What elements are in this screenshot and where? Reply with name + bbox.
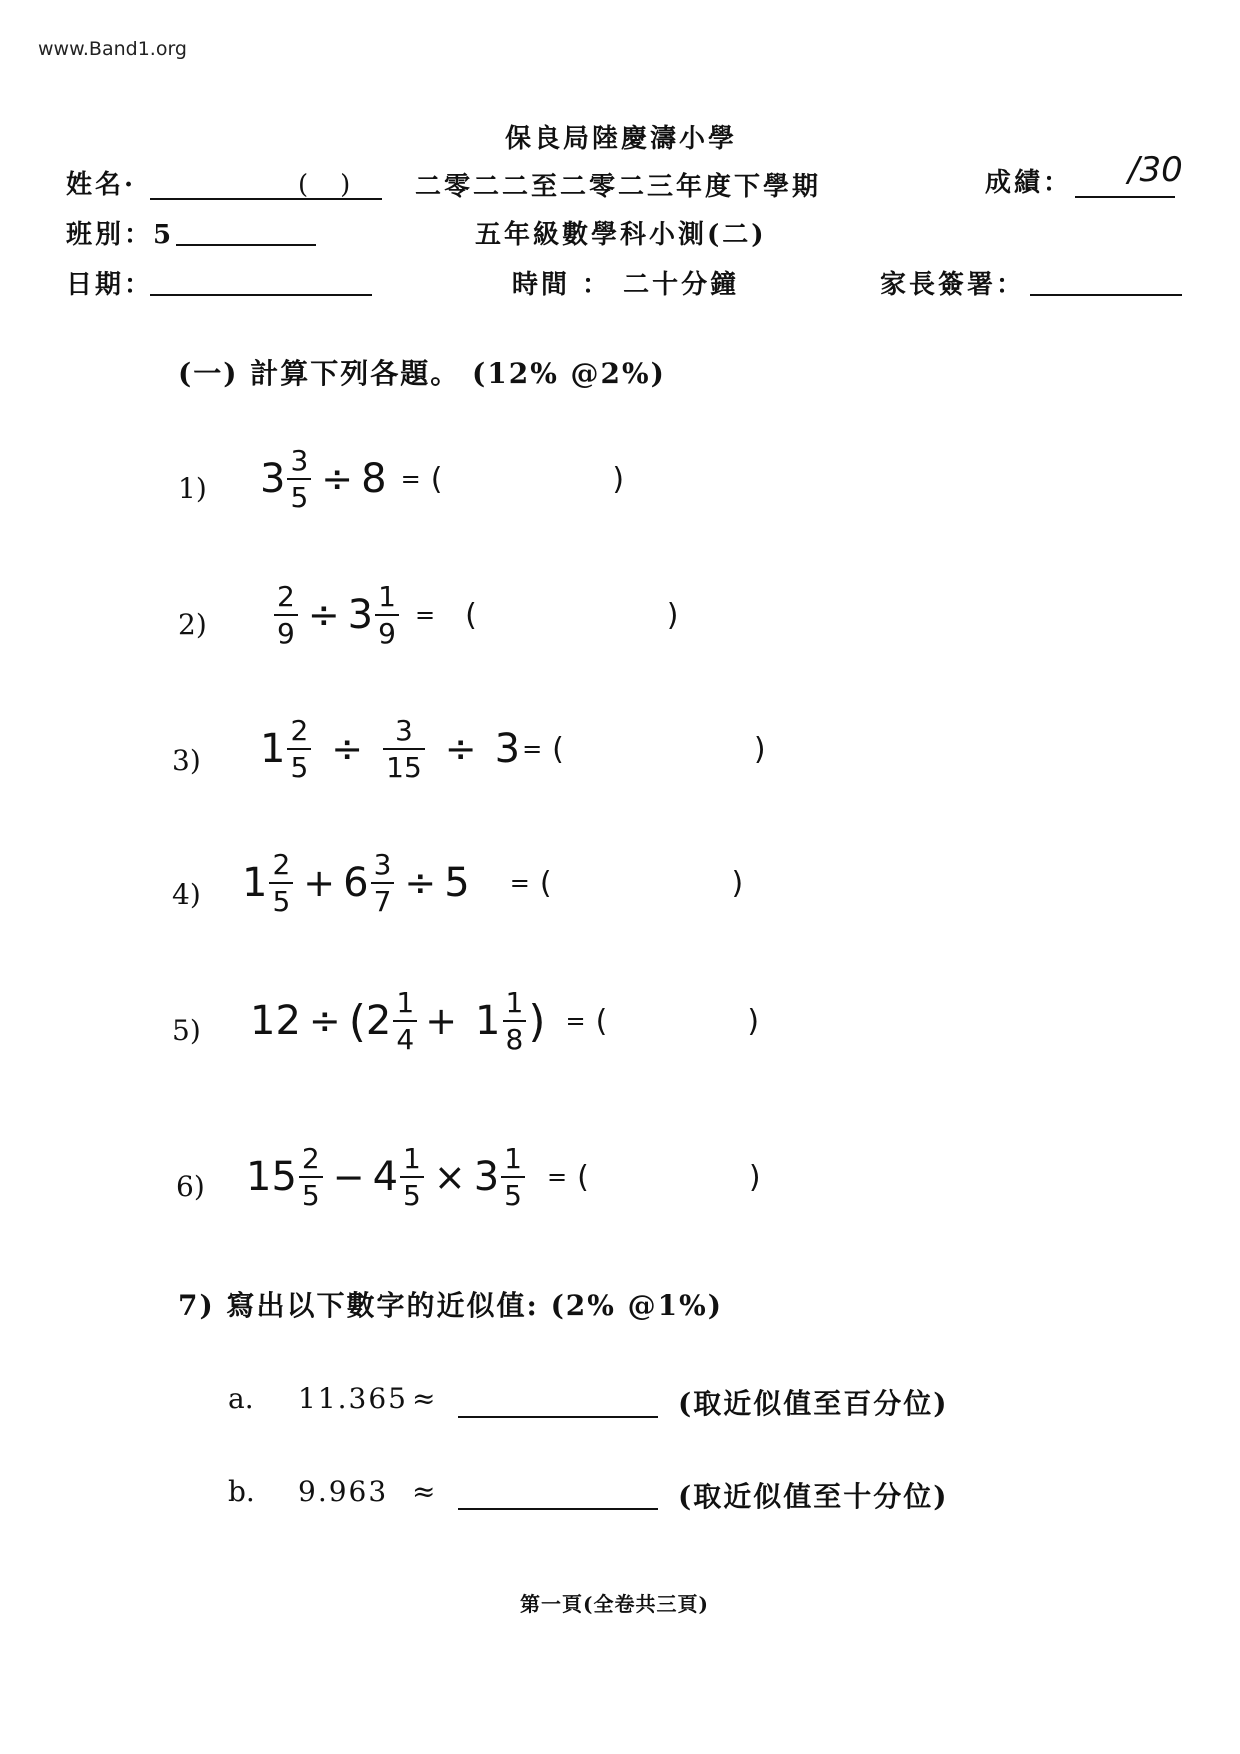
open-parenthesis: ( — [348, 995, 366, 1047]
question-3-number: 3) — [172, 744, 201, 777]
answer-close-paren: ) — [666, 597, 679, 633]
answer-close-paren: ) — [747, 1003, 760, 1039]
answer-open-paren: ( — [577, 1159, 589, 1195]
class-field[interactable] — [176, 216, 316, 246]
fraction: $\frac{1}{5}$ — [400, 1144, 424, 1211]
plus-sign: + — [425, 999, 458, 1044]
school-name: 保良局陸慶濤小學 — [505, 124, 738, 154]
whole-number: 3 — [260, 456, 286, 503]
q7b-value: 9.963 — [298, 1475, 389, 1508]
whole-number: 1 — [242, 860, 268, 907]
question-2-expression — [272, 582, 679, 649]
equals-sign: = — [522, 735, 543, 764]
q7b-approx-sign: ≈ — [412, 1475, 436, 1508]
answer-open-paren: ( — [430, 461, 443, 497]
watermark: www.Band1.org — [38, 38, 187, 60]
question-4-expression — [242, 850, 743, 917]
question-1-number: 1) — [178, 472, 207, 505]
fraction: $\frac{3}{7}$ — [371, 850, 395, 917]
question-3-expression — [260, 716, 766, 783]
answer-close-paren: ) — [731, 865, 744, 901]
whole-number: 1 — [260, 726, 286, 773]
section-1-title: (一) 計算下列各題。 (12% @2%) — [178, 357, 666, 390]
page-footer: 第一頁(全卷共三頁) — [520, 1592, 709, 1616]
whole-number: 8 — [361, 456, 387, 503]
answer-open-paren: ( — [539, 865, 552, 901]
score-total: /30 — [1128, 150, 1183, 190]
fraction: $\frac{2}{5}$ — [287, 716, 311, 783]
answer-close-paren: ) — [612, 461, 625, 497]
question-4-number: 4) — [172, 878, 201, 911]
equals-sign: = — [400, 465, 421, 494]
question-2-number: 2) — [178, 608, 207, 641]
whole-number: 4 — [372, 1154, 399, 1201]
q7a-answer-blank[interactable] — [458, 1386, 658, 1418]
whole-number: 1 — [475, 998, 501, 1045]
equals-sign: = — [414, 601, 436, 630]
question-5-expression — [250, 988, 759, 1055]
whole-number: 12 — [250, 998, 301, 1045]
question-1-expression — [260, 446, 624, 513]
fraction: $\frac{1}{4}$ — [393, 988, 417, 1055]
name-label: 姓名· — [66, 170, 137, 200]
q7b-answer-blank[interactable] — [458, 1478, 658, 1510]
term-text: 二零二二至二零二三年度下學期 — [415, 172, 822, 202]
date-label: 日期： — [66, 270, 154, 300]
parent-sign-label: 家長簽署： — [880, 270, 1026, 300]
q7b-note: (取近似值至十分位) — [678, 1480, 949, 1513]
divide-sign: ÷ — [404, 861, 437, 906]
whole-number: 5 — [444, 860, 470, 907]
times-sign: × — [433, 1155, 466, 1200]
q7a-approx-sign: ≈ — [412, 1382, 436, 1415]
fraction: $\frac{3}{15}$ — [383, 716, 425, 783]
parent-sign-field[interactable] — [1030, 266, 1182, 296]
whole-number: 3 — [473, 1154, 500, 1201]
fraction: $\frac{1}{8}$ — [503, 988, 527, 1055]
test-title: 五年級數學科小測(二) — [475, 220, 767, 250]
q7a-value: 11.365 — [298, 1382, 408, 1415]
whole-number: 2 — [365, 998, 392, 1045]
class-label: 班別：5 — [66, 220, 175, 250]
fraction: $\frac{2}{9}$ — [274, 582, 298, 649]
answer-open-paren: ( — [552, 731, 564, 767]
plus-sign: + — [303, 861, 336, 906]
equals-sign: = — [565, 1007, 586, 1036]
answer-close-paren: ) — [748, 1159, 761, 1195]
question-6-expression — [246, 1144, 761, 1211]
score-label: 成績： — [985, 168, 1073, 198]
whole-number: 3 — [347, 592, 374, 639]
equals-sign: = — [509, 869, 530, 898]
date-field[interactable] — [150, 266, 372, 296]
divide-sign: ÷ — [308, 999, 341, 1044]
question-5-number: 5) — [172, 1014, 201, 1047]
divide-sign: ÷ — [331, 727, 364, 772]
divide-sign: ÷ — [444, 727, 477, 772]
q7b-label: b. — [228, 1475, 255, 1508]
fraction: $\frac{2}{5}$ — [299, 1144, 323, 1211]
equals-sign: = — [546, 1163, 568, 1192]
answer-open-paren: ( — [595, 1003, 608, 1039]
class-number-paren: ( ) — [298, 170, 354, 200]
time-label: 時間 ： 二十分鐘 — [512, 270, 740, 300]
divide-sign: ÷ — [307, 593, 340, 638]
whole-number: 15 — [246, 1154, 297, 1201]
q7a-note: (取近似值至百分位) — [678, 1387, 949, 1420]
fraction: $\frac{3}{5}$ — [287, 446, 311, 513]
whole-number: 3 — [494, 726, 521, 773]
question-6-number: 6) — [176, 1170, 205, 1203]
fraction: $\frac{1}{5}$ — [501, 1144, 525, 1211]
minus-sign: − — [332, 1155, 365, 1200]
whole-number: 6 — [343, 860, 369, 907]
question-7-title: 7) 寫出以下數字的近似值: (2% @1%) — [178, 1289, 723, 1322]
answer-open-paren: ( — [465, 597, 477, 633]
answer-close-paren: ) — [753, 731, 766, 767]
close-parenthesis: ) — [528, 995, 546, 1047]
q7a-label: a. — [228, 1382, 254, 1415]
fraction: $\frac{2}{5}$ — [269, 850, 293, 917]
divide-sign: ÷ — [321, 457, 354, 502]
fraction: $\frac{1}{9}$ — [375, 582, 399, 649]
